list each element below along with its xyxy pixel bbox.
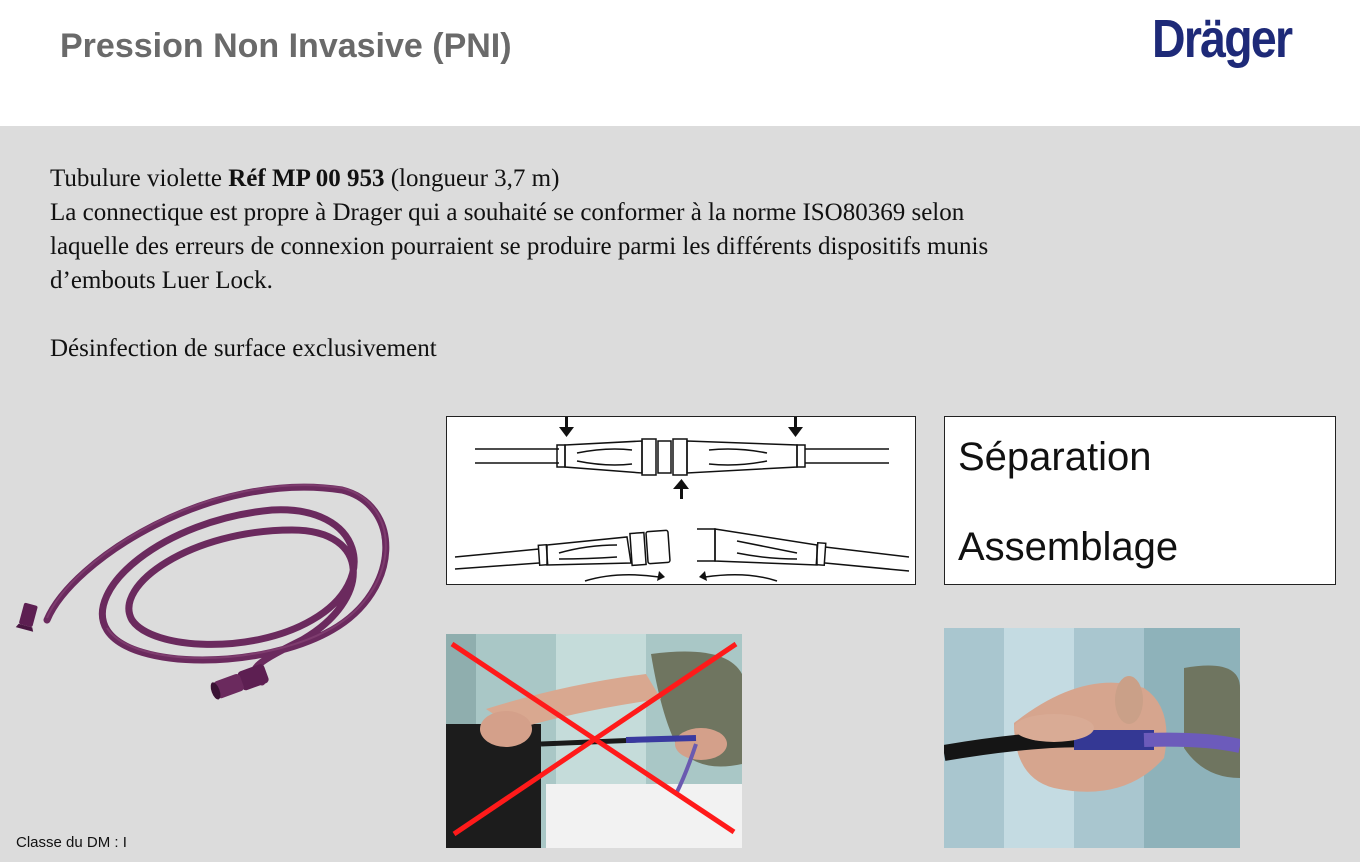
device-class-note: Classe du DM : I <box>16 834 127 851</box>
drager-logo: Dräger <box>1152 9 1292 69</box>
disinfection-note: Désinfection de surface exclusivement <box>50 335 437 362</box>
reference-number: Réf MP 00 953 <box>228 165 385 192</box>
connector-diagram <box>446 416 916 585</box>
line1-prefix: Tubulure violette <box>50 165 229 192</box>
body-line-1 <box>50 162 1230 196</box>
page-title: Pression Non Invasive (PNI) <box>60 27 512 65</box>
connector-diagram-drawing <box>447 417 915 584</box>
line1-suffix: (longueur 3,7 m) <box>384 165 560 192</box>
correct-handling-image <box>944 628 1240 848</box>
header-bar <box>0 0 1360 126</box>
separation-label: Séparation <box>958 435 1152 479</box>
action-labels-box <box>944 416 1336 585</box>
body-line-4: d’embouts Luer Lock. <box>50 267 273 294</box>
body-text <box>50 162 1230 366</box>
wrong-handling-photo <box>446 634 742 848</box>
correct-handling-photo <box>944 628 1240 848</box>
body-line-3: laquelle des erreurs de connexion pourraient se produire parmi les différents dispositifs munis <box>50 233 989 260</box>
assemblage-label: Assemblage <box>958 525 1179 569</box>
purple-tubing-image <box>12 470 412 720</box>
body-line-2: La connectique est propre à Drager qui a souhaité se conformer à la norme ISO80369 selon <box>50 199 965 226</box>
wrong-handling-image <box>446 634 742 848</box>
